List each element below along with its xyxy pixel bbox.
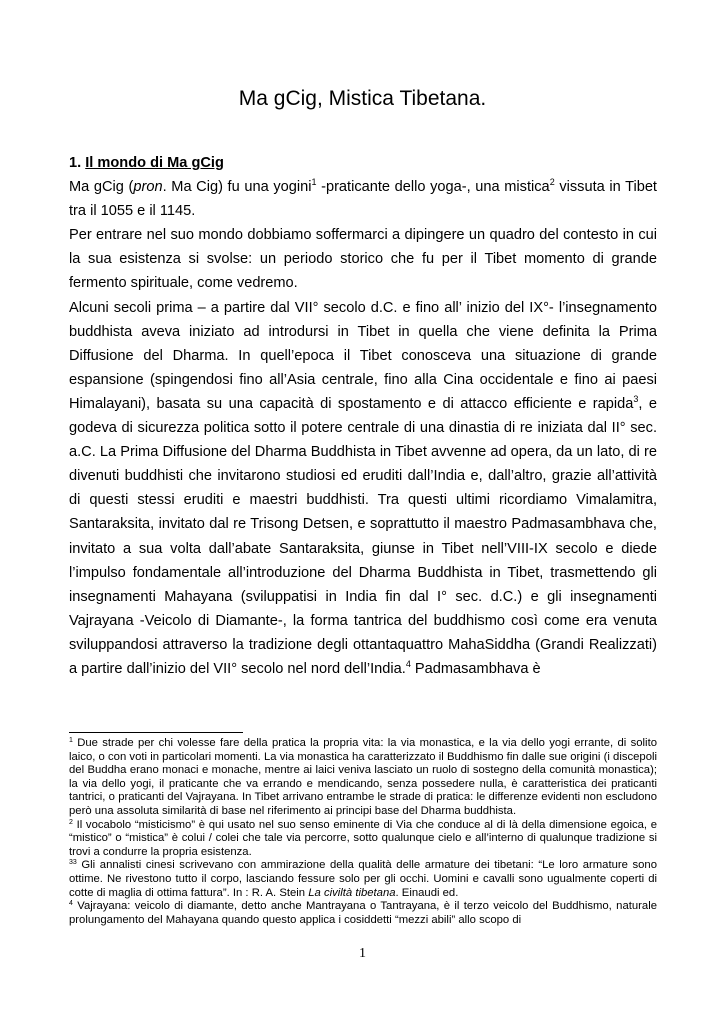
paragraph-2: Per entrare nel suo mondo dobbiamo soffermarci a dipingere un quadro del contesto in cui la sua esistenza si svolse: un periodo storico che fu per il Tibet momento di grande fermento spirituale, come vedremo. — [69, 227, 657, 292]
footnote-2 — [69, 819, 657, 860]
paragraph-1-text-c: -praticante dello yoga-, una mistica — [316, 179, 550, 196]
paragraph-1-text-b: . Ma Cig) fu una yogini — [162, 179, 312, 196]
paragraph-3-text-c: Padmasambhava è — [410, 660, 541, 677]
paragraph-3-text-a: Alcuni secoli prima – a partire dal VII° secolo d.C. e fino all’ inizio del IX°- l’insegnamento buddhista aveva iniziato ad introdursi in Tibet in quella che viene definita la Prima Diffusione del Dharma. In quell’epoca il Tibet conosceva una situazione di grande espansione (spingendosi fino all’Asia centrale, fino alla Cina occidentale e fino ai paesi Himalayani), basata su una capacità di spostamento e di attacco efficiente e rapida — [69, 299, 657, 412]
footnote-1-text: Due strade per chi volesse fare della pratica la propria vita: la via monastica, e la via dello yogi errante, di solito laico, o con voti in particolari momenti. La via monastica ha caratterizzato il Buddhismo fin dalle sue origini (i discepoli del Buddha erano monaci e monache, mentre ai laici veniva lasciato un ruolo di sostegno della comunità monastica); la via dello yogi, il praticante che va errando e mendicando, senza possedere nulla, è caratteristica dei praticanti tantrici, o praticanti del Vajrayana. In Tibet arrivano entrambe le strade di pratica: le differenze evidenti non escludono però una assoluta similarità di base nel riferimento ai principi base del Dharma buddhista. — [69, 737, 657, 817]
footnote-3-text: Gli annalisti cinesi scrivevano con ammirazione della qualità delle armature dei tibetani: “Le loro armature sono ottime. Ne rivestono tutto il corpo, lasciando fessure solo per gli occhi. Uomini e cavalli sono ugualmente coperti di cotte di maglia di ottima fattura”. In : R. A. Stein — [69, 859, 657, 899]
section-title: Il mondo di Ma gCig — [85, 155, 224, 171]
paragraph-1-text-d: vissuta in Tibet tra il 1055 e il 1145. — [69, 179, 657, 220]
footnote-ref-3[interactable]: 3 — [633, 393, 639, 404]
section-heading — [69, 151, 657, 175]
footnote-separator — [69, 732, 243, 733]
footnote-4-text: Vajrayana: veicolo di diamante, detto anche Mantrayana o Tantrayana, è il terzo veicolo del Buddhismo, naturale prolungamento del Mahayana quando questo applica i cosiddetti “mezzi abili” allo scopo di — [69, 900, 657, 926]
footnote-4 — [69, 900, 657, 927]
pron-italic: pron — [133, 179, 163, 196]
footnote-ref-4[interactable]: 4 — [405, 658, 411, 669]
footnote-1 — [69, 737, 657, 819]
footnote-3-tail: . Einaudi ed. — [395, 886, 459, 899]
paragraph-1-text-a: Ma gCig ( — [69, 179, 134, 196]
book-title-italic: La civiltà tibetana — [308, 886, 396, 899]
footnote-1-number: 1 — [69, 737, 73, 744]
footnote-4-number: 4 — [69, 900, 73, 908]
paragraph-1 — [69, 175, 657, 223]
footnote-3 — [69, 859, 657, 900]
paragraph-3 — [69, 296, 657, 682]
section-number: 1. — [69, 155, 82, 171]
document-title: Ma gCig, Mistica Tibetana. — [238, 87, 487, 110]
footnote-3-number: 33 — [69, 859, 77, 867]
page-number: 1 — [359, 946, 366, 961]
footnote-2-number: 2 — [69, 818, 73, 826]
paragraph-3-text-b: , e godeva di sicurezza politica sotto il potere centrale di una dinastia di re iniziata dal II° sec. a.C. La Prima Diffusione del Dharma Buddhista in Tibet avvenne ad opera, da un lato, di re divenuti buddhisti che invitarono studiosi ed eruditi dall’India e, dall’altro, grazie all’attività di questi stessi eruditi e maestri buddhisti. Tra questi ultimi ricordiamo Vimalamitra, Santaraksita, invitato dal re Trisong Detsen, e soprattutto il maestro Padmasambhava che, invitato a sua volta dall’abate Santaraksita, giunse in Tibet nell’VIII-IX secolo e diede l’impulso fondamentale all’introduzione del Dharma Buddhista in Tibet, trasmettendo gli insegnamenti Mahayana (sviluppatisi in India fin dal I° sec. d.C.) e gli insegnamenti Vajrayana -Veicolo di Diamante-, la forma tantrica del buddhismo così come era venuta sviluppandosi attraverso la tradizione degli ottantaquattro MahaSiddha (Grandi Realizzati) a partire dall’inizio del VII° secolo nel nord dell’India. — [69, 395, 657, 677]
footnote-2-text: Il vocabolo “misticismo” è qui usato nel suo senso eminente di Via che conduce al di là della dimensione egoica, e “mistico” o “mistica” è colui / colei che tale via percorre, sotto qualunque cielo e all’interno di qualunque tradizione si trovi a condurre la propria esistenza. — [69, 818, 657, 858]
body-text — [69, 151, 657, 681]
footnote-ref-2[interactable]: 2 — [549, 177, 555, 188]
footnote-ref-1[interactable]: 1 — [311, 177, 317, 188]
footnotes — [69, 737, 657, 927]
